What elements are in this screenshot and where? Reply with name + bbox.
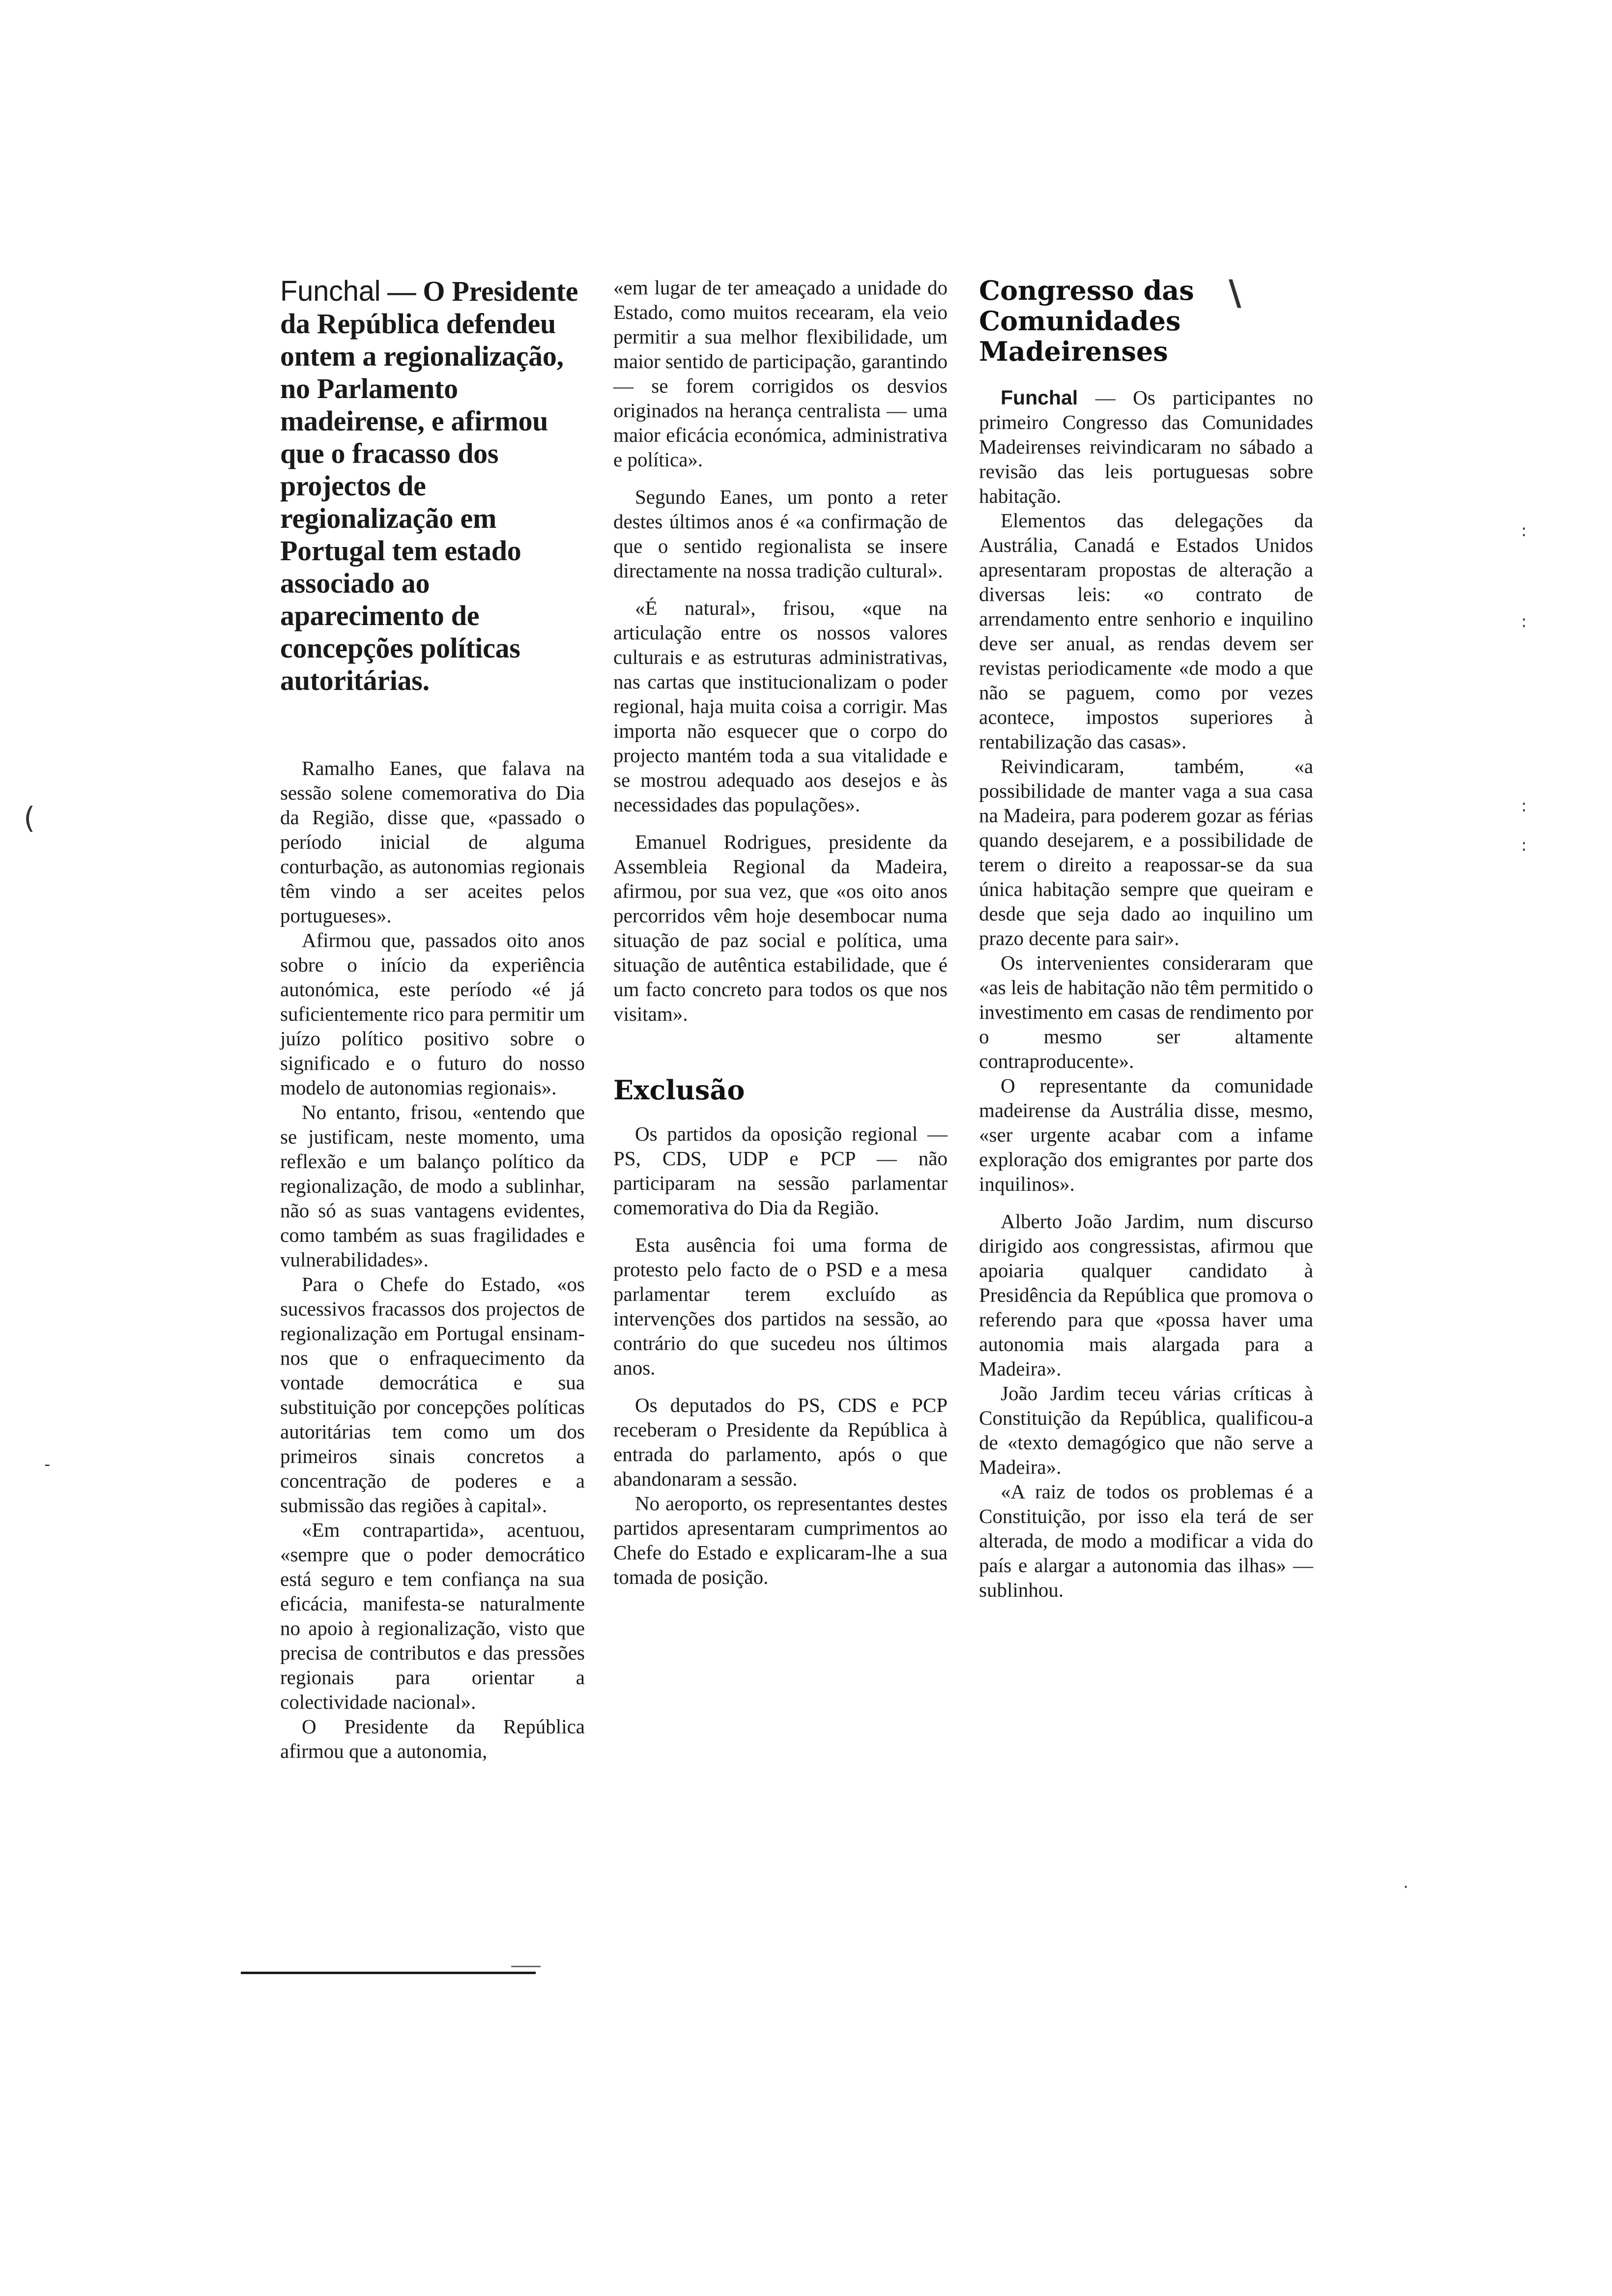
scan-mark: : — [1521, 835, 1527, 855]
paragraph: Segundo Eanes, um ponto a reter destes últimos anos é «a confirmação de que o sentido regionalista se insere directamente na nossa tradição cultural». — [613, 486, 948, 582]
sidebar-dateline: Funchal — [1001, 386, 1078, 409]
paragraph: Reivindicaram, também, «a possibilidade de manter vaga a sua casa na Madeira, para poderem gozar as férias quando desejarem, e a possibilidade de terem o direito a reapossar-se da sua única habitação sempre que queiram e desde que seja dado ao inquilino um prazo decente para sair». — [979, 755, 1313, 949]
paragraph: «A raiz de todos os problemas é a Constituição, por isso ela terá de ser alterada, de modo a modificar a vida do país e alargar a autonomia das ilhas» — sublinhou. — [979, 1480, 1313, 1601]
paragraph: Para o Chefe do Estado, «os sucessivos fracassos dos projectos de regionalização em Portugal ensinam-nos que o enfraquecimento da vontade democrática e sua substituição por concepções políticas autoritárias tem como um dos primeiros sinais concretos a concentração de poderes e a submissão das regiões à capital». — [280, 1273, 585, 1517]
sidebar-column — [979, 275, 1313, 1602]
scan-mark: - — [44, 1455, 51, 1474]
paragraph: Ramalho Eanes, que falava na sessão solene comemorativa do Dia da Região, disse que, «passado o período inicial de alguma conturbação, as autonomias regionais têm vindo a ser aceites pelos portugueses». — [280, 757, 585, 927]
paragraph: Os deputados do PS, CDS e PCP receberam o Presidente da República à entrada do parlamento, após o que abandonaram a sessão. — [613, 1394, 948, 1490]
article-column-2 — [613, 275, 948, 1589]
paragraph: Afirmou que, passados oito anos sobre o início da experiência autonómica, este período «é já suficientemente rico para permitir um juízo político positivo sobre o significado e o futuro do nosso modelo de autonomias regionais». — [280, 929, 585, 1099]
scan-mark: : — [1521, 521, 1527, 541]
sidebar-title: Congresso das Comunidades Madeirenses — [979, 275, 1194, 367]
scan-mark: : — [1521, 796, 1527, 816]
paragraph: No aeroporto, os representantes destes partidos apresentaram cumprimentos ao Chefe do Estado e explicaram-lhe a sua tomada de posição. — [613, 1492, 948, 1588]
paragraph: No entanto, frisou, «entendo que se justificam, neste momento, uma reflexão e um balanço político da regionalização, de modo a sublinhar, não só as suas vantagens evidentes, como também as suas fragilidades e vulnerabilidades». — [280, 1101, 585, 1271]
paragraph: O Presidente da República afirmou que a autonomia, — [280, 1715, 585, 1762]
article-lead — [280, 275, 585, 697]
lead-text: — O Presidente da República defendeu ontem a regionalização, no Parlamento madeirense, e afirmou que o fracasso dos projectos de regionalização em Portugal tem estado associado ao aparecimento de concepções políticas autoritárias. — [280, 275, 578, 696]
scan-mark: ( — [24, 801, 35, 835]
paragraph: Alberto João Jardim, num discurso dirigido aos congressistas, afirmou que apoiaria qualquer candidato à Presidência da República que promova o referendo para que «possa haver uma autonomia mais alargada para a Madeira». — [979, 1210, 1313, 1380]
lead-dateline: Funchal — [280, 275, 381, 307]
paragraph: O representante da comunidade madeirense da Austrália disse, mesmo, «ser urgente acabar com a infame exploração dos emigrantes por parte dos inquilinos». — [979, 1074, 1313, 1195]
subheading: Exclusão — [613, 1074, 745, 1106]
paragraph: «É natural», frisou, «que na articulação entre os nossos valores culturais e as estruturas administrativas, nas cartas que institucionalizam o poder regional, haja muita coisa a corrigir. Mas importa não esquecer que o corpo do projecto mantém toda a sua vitalidade e se mostrou adequado aos desejos e às necessidades das populações». — [613, 597, 948, 816]
paragraph: João Jardim teceu várias críticas à Constituição da República, qualificou-a de «texto demagógico que não serve a Madeira». — [979, 1382, 1313, 1478]
short-rule — [511, 1966, 541, 1967]
sidebar-first-paragraph — [979, 385, 1313, 508]
sidebar-first-text: — Os participantes no primeiro Congresso das Comunidades Madeirenses reivindicaram no sábado a revisão das leis portuguesas sobre habitação. — [979, 386, 1314, 507]
paragraph: «Em contrapartida», acentuou, «sempre que o poder democrático está seguro e tem confiança na sua eficácia, manifesta-se naturalmente no apoio à regionalização, visto que precisa de contributos e das pressões regionais para orientar a colectividade nacional». — [280, 1519, 585, 1713]
scan-mark: \ — [1229, 273, 1241, 313]
paragraph: «em lugar de ter ameaçado a unidade do Estado, como muitos recearam, ela veio permitir a sua melhor flexibilidade, um maior sentido de participação, garantindo — se forem corrigidos os desvios originados na herança centralista — uma maior eficácia económica, administrativa e política». — [613, 276, 948, 471]
paragraph: Elementos das delegações da Austrália, Canadá e Estados Unidos apresentaram propostas de alteração a diversas leis: «o contrato de arrendamento entre senhorio e inquilino deve ser anual, as rendas devem ser revistas periodicamente «de modo a que não se paguem, como por vezes acontece, impostos superiores à rentabilização das casas». — [979, 509, 1313, 753]
paragraph: Os intervenientes consideraram que «as leis de habitação não têm permitido o investimento em casas de rendimento por o mesmo ser altamente contraproducente». — [979, 951, 1313, 1072]
paragraph: Os partidos da oposição regional — PS, CDS, UDP e PCP — não participaram na sessão parlamentar comemorativa do Dia da Região. — [613, 1122, 948, 1219]
paragraph: Esta ausência foi uma forma de protesto pelo facto de o PSD e a mesa parlamentar terem excluído as intervenções dos partidos na sessão, ao contrário do que sucedeu nos últimos anos. — [613, 1234, 948, 1379]
bottom-rule — [241, 1972, 536, 1974]
paragraph: Emanuel Rodrigues, presidente da Assembleia Regional da Madeira, afirmou, por sua vez, que «os oito anos percorridos vêm hoje desembocar numa situação de paz social e política, uma situação de autêntica estabilidade, que é um facto concreto para todos os que nos visitam». — [613, 831, 948, 1025]
scan-mark: · — [1403, 1877, 1409, 1897]
scan-mark: : — [1521, 612, 1527, 631]
article-column-1 — [280, 275, 585, 1763]
